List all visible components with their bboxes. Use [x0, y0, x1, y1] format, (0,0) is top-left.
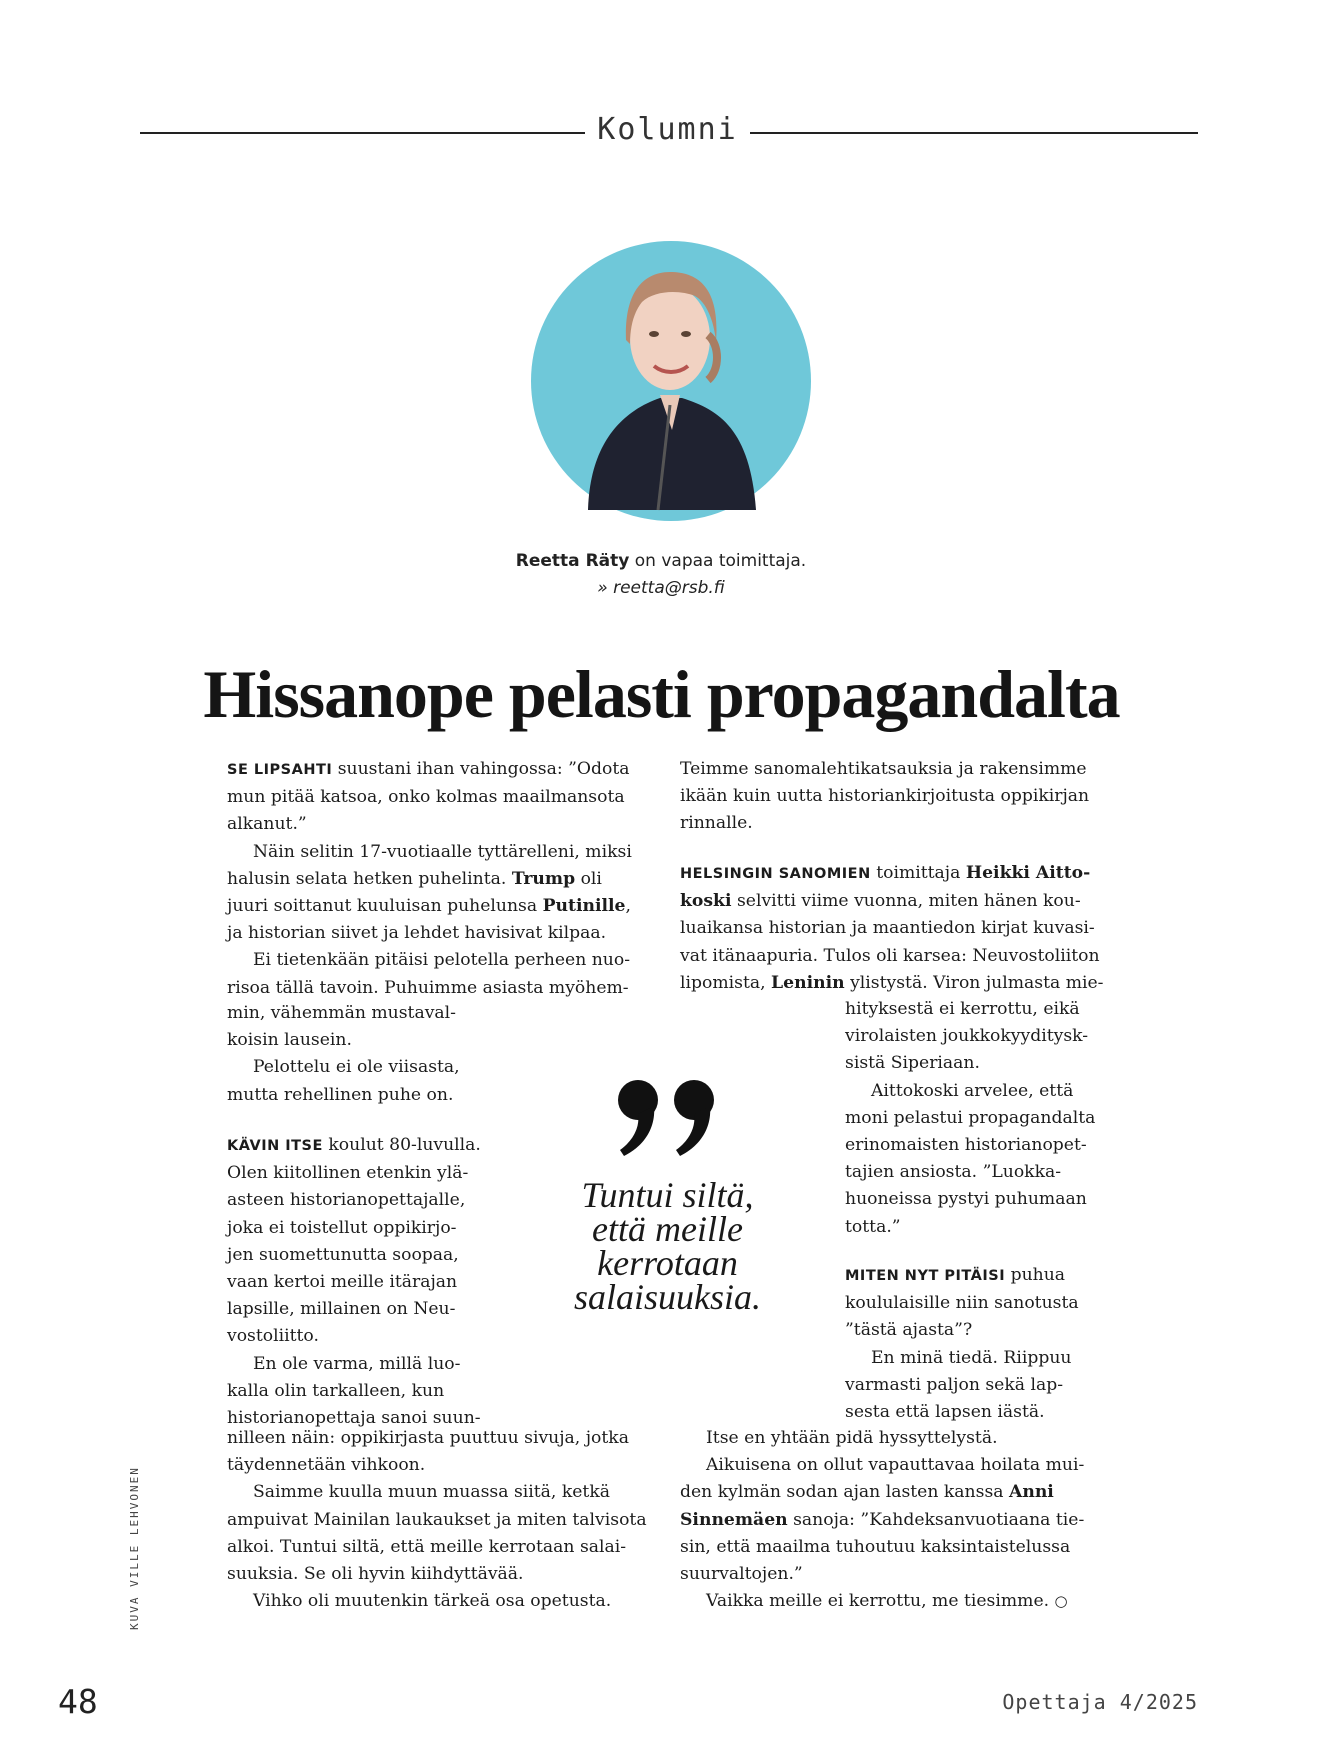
header-rule-right — [750, 132, 1198, 134]
left-block-3 — [227, 1132, 481, 1432]
author-role: on vapaa toimittaja. — [629, 551, 807, 571]
text-line: jen suomettunutta soopaa, — [227, 1244, 459, 1265]
text-line: virolaisten joukkokyyditysk- — [845, 1026, 1089, 1047]
text-line: tajien ansiosta. ”Luokka- — [845, 1162, 1062, 1183]
text-line: En minä tiedä. Riippuu — [871, 1347, 1072, 1368]
right-block-3 — [845, 996, 1095, 1241]
text-line: vat itänaapuria. Tulos oli karsea: Neuvostoliiton — [680, 945, 1100, 966]
text-line: Ei tietenkään pitäisi pelotella perheen nuo- — [253, 950, 631, 971]
text-line: risoa tällä tavoin. Puhuimme asiasta myöhem- — [227, 977, 629, 998]
text-line: Aittokoski arvelee, että — [871, 1080, 1074, 1101]
pull-quote-line: että meille — [592, 1209, 743, 1249]
text-line: koisin lausein. — [227, 1030, 352, 1051]
text-line: suuksia. Se oli hyvin kiihdyttävää. — [227, 1564, 524, 1585]
text-line: Itse en yhtään pidä hyssyttelystä. — [706, 1428, 998, 1448]
pull-quote-line: salaisuuksia. — [573, 1277, 761, 1317]
author-byline — [380, 548, 942, 602]
text-line: Teimme sanomalehtikatsauksia ja rakensimme — [680, 759, 1087, 779]
text-line: sin, että maailma tuhoutuu kaksintaistelussa — [680, 1536, 1071, 1557]
text-line: sesta että lapsen iästä. — [845, 1402, 1045, 1423]
text-line: varmasti paljon sekä lap- — [845, 1374, 1064, 1395]
text-line: koululaisille niin sanotusta — [845, 1293, 1079, 1314]
end-mark-icon: ○ — [1054, 1592, 1068, 1611]
text-line: ”tästä ajasta”? — [845, 1320, 973, 1341]
text-line: mutta rehellinen puhe on. — [227, 1084, 454, 1105]
author-name: Reetta Räty — [515, 551, 630, 571]
issue-label: Opettaja 4/2025 — [1002, 1690, 1198, 1714]
article-headline: Hissanope pelasti propagandalta — [203, 656, 1120, 732]
pull-quote-line: kerrotaan — [597, 1243, 738, 1283]
text-line: min, vähemmän mustaval- — [227, 1003, 456, 1023]
text-line: totta.” — [845, 1216, 901, 1237]
text-line: KÄVIN ITSE koulut 80-luvulla. — [227, 1135, 481, 1155]
text-line: sistä Siperiaan. — [845, 1053, 980, 1074]
left-block-1 — [227, 756, 632, 1002]
text-line: erinomaisten historianopet- — [845, 1135, 1087, 1156]
text-line: täydennetään vihkoon. — [227, 1455, 426, 1476]
text-line: ikään kuin uutta historiankirjoitusta oppikirjan — [680, 786, 1090, 807]
text-line: moni pelastui propagandalta — [845, 1107, 1096, 1128]
text-line: lipomista, Leninin ylistystä. Viron julmasta mie- — [680, 972, 1104, 993]
left-block-4 — [227, 1425, 647, 1615]
text-line: hityksestä ei kerrottu, eikä — [845, 999, 1080, 1019]
pull-quote-line: Tuntui siltä, — [581, 1175, 754, 1215]
text-line: huoneissa pystyi puhumaan — [845, 1189, 1087, 1210]
text-line: den kylmän sodan ajan lasten kanssa Anni — [680, 1482, 1054, 1503]
right-block-4 — [845, 1262, 1079, 1426]
text-line: Vihko oli muutenkin tärkeä osa opetusta. — [253, 1591, 612, 1612]
right-block-1 — [680, 756, 1089, 838]
author-portrait — [530, 220, 812, 522]
author-email[interactable]: » reetta@rsb.fi — [597, 578, 725, 598]
text-line: HELSINGIN SANOMIEN toimittaja Heikki Aitto- — [680, 863, 1091, 883]
section-label: Kolumni — [597, 112, 738, 147]
text-line: rinnalle. — [680, 813, 753, 834]
text-line: lapsille, millainen on Neu- — [227, 1299, 456, 1320]
text-line: asteen historianopettajalle, — [227, 1190, 466, 1211]
text-line: nilleen näin: oppikirjasta puuttuu sivuja, jotka — [227, 1428, 629, 1448]
text-line: vostoliitto. — [227, 1326, 319, 1347]
text-line: historianopettaja sanoi suun- — [227, 1408, 481, 1429]
text-line: alkoi. Tuntui siltä, että meille kerrotaan salai- — [227, 1536, 627, 1557]
text-line: MITEN NYT PITÄISI puhua — [845, 1265, 1066, 1285]
text-line: ampuivat Mainilan laukaukset ja miten talvisota — [227, 1509, 647, 1530]
text-line: Aikuisena on ollut vapauttavaa hoilata mui- — [706, 1455, 1085, 1476]
text-line: SE LIPSAHTI suustani ihan vahingossa: ”Odota — [227, 759, 630, 779]
text-line: kalla olin tarkalleen, kun — [227, 1380, 445, 1401]
photo-credit: KUVA VILLE LEHVONEN — [128, 1466, 141, 1630]
right-block-5 — [680, 1425, 1084, 1615]
text-line: Vaikka meille ei kerrottu, me tiesimme. ○ — [706, 1591, 1068, 1612]
text-line: suurvaltojen.” — [680, 1564, 803, 1585]
text-line: alkanut.” — [227, 814, 307, 835]
text-line: Sinnemäen sanoja: ”Kahdeksanvuotiaana tie- — [680, 1509, 1085, 1530]
pull-quote — [545, 1175, 790, 1317]
right-block-2 — [680, 860, 1104, 997]
text-line: koski selvitti viime vuonna, miten hänen kou- — [680, 891, 1081, 912]
text-line: En ole varma, millä luo- — [253, 1353, 461, 1374]
text-line: Näin selitin 17-vuotiaalle tyttärelleni, miksi — [253, 841, 632, 862]
header-rule-left — [140, 132, 585, 134]
text-line: luaikansa historian ja maantiedon kirjat kuvasi- — [680, 918, 1095, 939]
text-line: Pelottelu ei ole viisasta, — [253, 1057, 460, 1078]
text-line: Saimme kuulla muun muassa siitä, ketkä — [253, 1482, 610, 1503]
closing-quote-icon — [616, 1080, 722, 1156]
text-line: juuri soittanut kuuluisan puhelunsa Putinille, — [227, 896, 631, 917]
text-line: ja historian siivet ja lehdet havisivat kilpaa. — [227, 923, 607, 944]
text-line: mun pitää katsoa, onko kolmas maailmansota — [227, 787, 625, 808]
text-line: vaan kertoi meille itärajan — [227, 1272, 458, 1293]
left-block-2 — [227, 1000, 460, 1109]
page-number: 48 — [58, 1682, 98, 1721]
text-line: joka ei toistellut oppikirjo- — [227, 1217, 457, 1238]
text-line: Olen kiitollinen etenkin ylä- — [227, 1163, 469, 1184]
text-line: halusin selata hetken puhelinta. Trump oli — [227, 868, 602, 889]
